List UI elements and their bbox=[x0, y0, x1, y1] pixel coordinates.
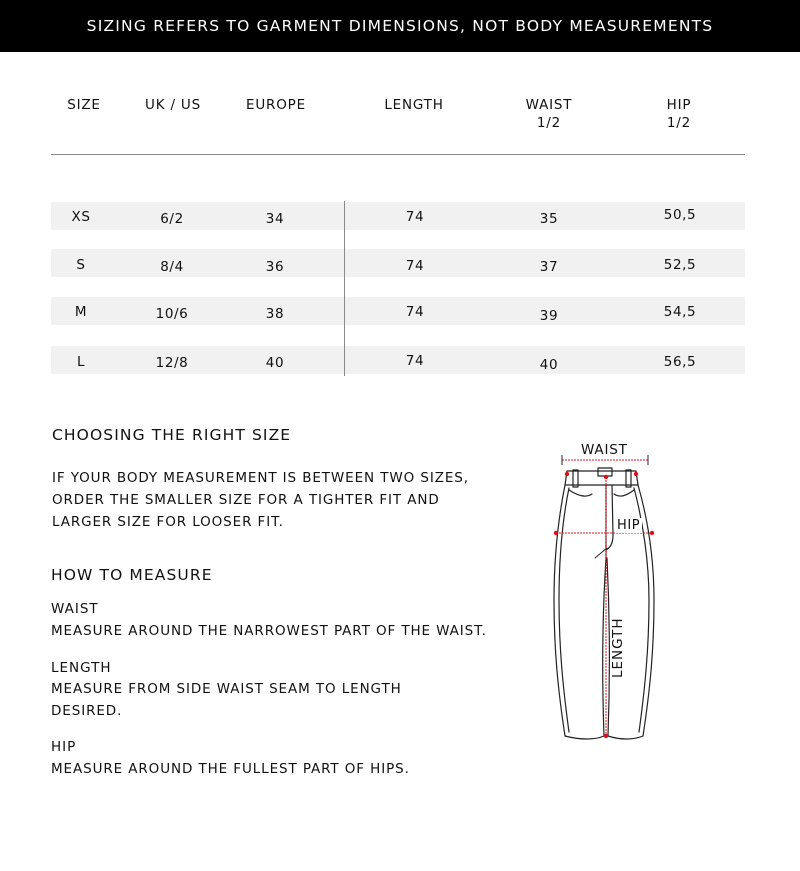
diagram-waist-label: WAIST bbox=[581, 442, 628, 458]
pants-outline bbox=[554, 468, 654, 739]
cell-waist: 40 bbox=[539, 357, 559, 373]
cell-length: 74 bbox=[405, 304, 425, 320]
cell-europe: 38 bbox=[265, 306, 285, 322]
waist-text bbox=[51, 620, 487, 642]
column-divider bbox=[344, 201, 345, 376]
cell-waist: 35 bbox=[539, 211, 559, 227]
hip-text bbox=[51, 758, 410, 780]
cell-europe: 36 bbox=[265, 259, 285, 275]
choosing-line: ORDER THE SMALLER SIZE FOR A TIGHTER FIT AND bbox=[52, 492, 440, 508]
header-length-label: LENGTH bbox=[384, 97, 444, 113]
waist-title: WAIST bbox=[51, 601, 99, 617]
hip-title: HIP bbox=[51, 739, 77, 755]
cell-hip: 54,5 bbox=[663, 304, 697, 320]
header-hip-label: HIP bbox=[666, 97, 692, 113]
cell-ukus: 8/4 bbox=[160, 259, 184, 275]
choosing-line: LARGER SIZE FOR LOOSER FIT. bbox=[52, 514, 284, 530]
waist-measure-line bbox=[562, 455, 648, 476]
choosing-text bbox=[52, 467, 469, 533]
cell-length: 74 bbox=[405, 353, 425, 369]
header-divider bbox=[51, 154, 745, 155]
header-size bbox=[44, 96, 124, 114]
how-title: HOW TO MEASURE bbox=[51, 566, 213, 584]
hip-line: MEASURE AROUND THE FULLEST PART OF HIPS. bbox=[51, 761, 410, 777]
cell-hip: 56,5 bbox=[663, 354, 697, 370]
cell-waist: 37 bbox=[539, 259, 559, 275]
diagram-hip-label: HIP bbox=[617, 518, 641, 533]
header-waist-sub: 1/2 bbox=[536, 115, 562, 131]
banner-text: SIZING REFERS TO GARMENT DIMENSIONS, NOT BODY MEASUREMENTS bbox=[86, 17, 714, 35]
cell-size: L bbox=[76, 354, 86, 370]
cell-length: 74 bbox=[405, 209, 425, 225]
diagram-length-label: LENGTH bbox=[610, 617, 626, 678]
waist-line: MEASURE AROUND THE NARROWEST PART OF THE WAIST. bbox=[51, 623, 487, 639]
header-ukus bbox=[133, 96, 213, 114]
header-europe bbox=[236, 96, 316, 114]
cell-waist: 39 bbox=[539, 308, 559, 324]
header-ukus-label: UK / US bbox=[145, 97, 201, 113]
header-size-label: SIZE bbox=[67, 97, 101, 113]
length-line: MEASURE FROM SIDE WAIST SEAM TO LENGTH bbox=[51, 681, 402, 697]
header-europe-label: EUROPE bbox=[246, 97, 306, 113]
length-line: DESIRED. bbox=[51, 703, 123, 719]
cell-ukus: 12/8 bbox=[155, 355, 189, 371]
length-measure-line bbox=[604, 475, 608, 738]
cell-hip: 52,5 bbox=[663, 257, 697, 273]
length-text bbox=[51, 678, 402, 722]
cell-length: 74 bbox=[405, 258, 425, 274]
cell-hip: 50,5 bbox=[663, 207, 697, 223]
length-title: LENGTH bbox=[51, 660, 112, 676]
cell-size: M bbox=[74, 304, 88, 320]
header-length bbox=[374, 96, 454, 114]
cell-ukus: 10/6 bbox=[155, 306, 189, 322]
header-waist-label: WAIST bbox=[525, 97, 573, 113]
cell-ukus: 6/2 bbox=[160, 211, 184, 227]
choosing-line: IF YOUR BODY MEASUREMENT IS BETWEEN TWO SIZES, bbox=[52, 470, 469, 486]
cell-europe: 34 bbox=[265, 211, 285, 227]
header-hip-sub: 1/2 bbox=[666, 115, 692, 131]
cell-size: XS bbox=[71, 209, 91, 225]
cell-europe: 40 bbox=[265, 355, 285, 371]
pants-diagram bbox=[540, 440, 670, 750]
top-banner bbox=[0, 0, 800, 52]
choosing-title: CHOOSING THE RIGHT SIZE bbox=[52, 426, 292, 444]
cell-size: S bbox=[76, 257, 86, 273]
header-waist bbox=[509, 96, 589, 132]
header-hip bbox=[639, 96, 719, 132]
